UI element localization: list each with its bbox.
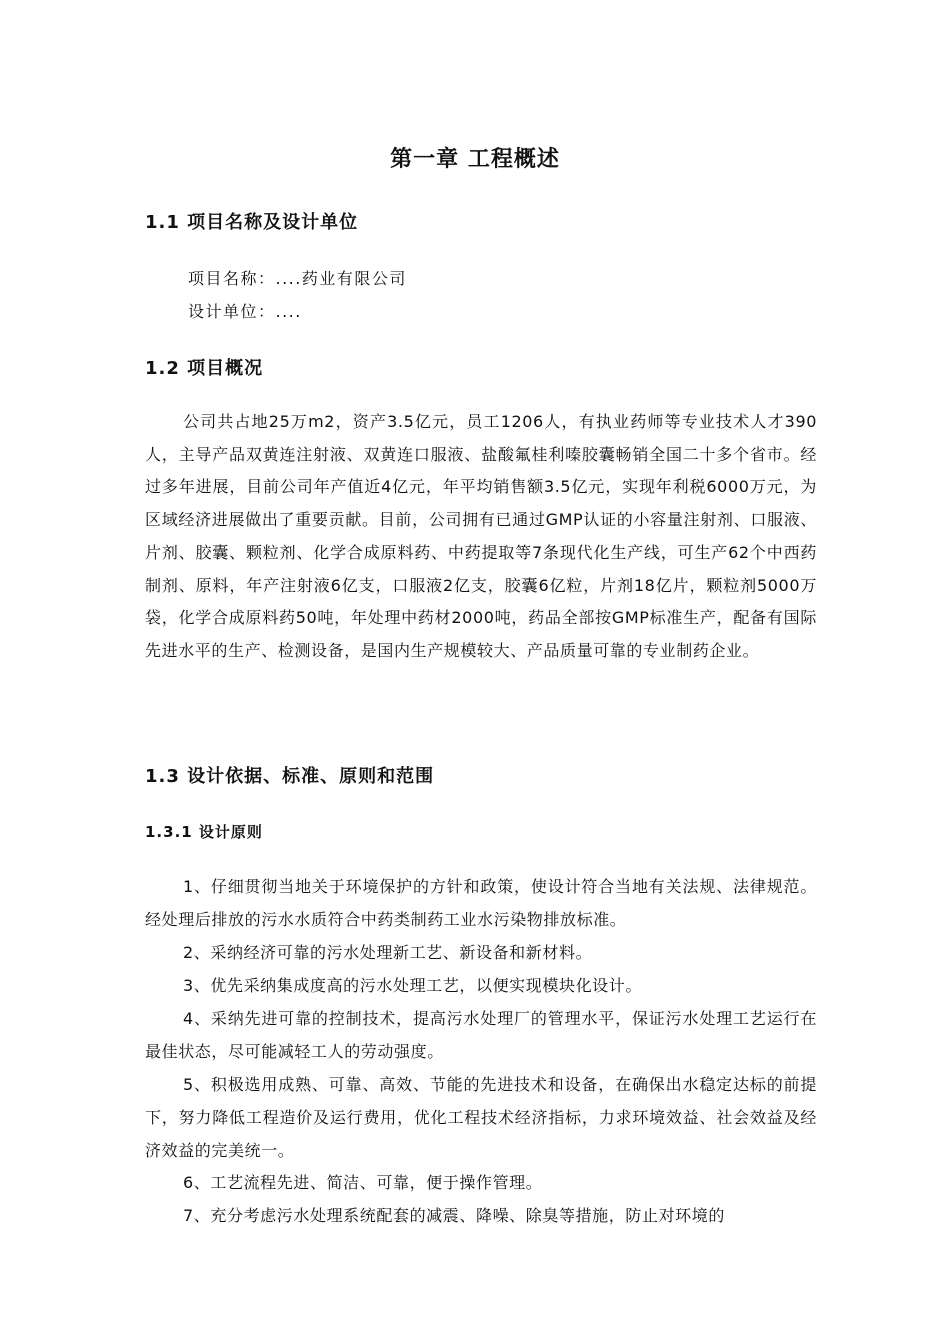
overview-paragraph: 公司共占地25万m2，资产3.5亿元，员工1206人，有执业药师等专业技术人才390人，主导产品双黄连注射液、双黄连口服液、盐酸氟桂利嗪胶囊畅销全国二十多个省市。经过多年进展，目前公司年产值近4亿元，年平均销售额3.5亿元，实现年利税6000万元，为区域经济进展做出了重要贡献。目前，公司拥有已通过GMP认证的小容量注射剂、口服液、片剂、胶囊、颗粒剂、化学合成原料药、中药提取等7条现代化生产线，可生产62个中西药制剂、原料，年产注射液6亿支，口服液2亿支，胶囊6亿粒，片剂18亿片，颗粒剂5000万袋，化学合成原料药50吨，年处理中药材2000吨，药品全部按GMP标准生产，配备有国际先进水平的生产、检测设备，是国内生产规模较大、产品质量可靠的专业制药企业。 <box>145 412 817 660</box>
section-heading-1-2: 1.2 项目概况 <box>145 358 264 379</box>
principle-item: 1、仔细贯彻当地关于环境保护的方针和政策，使设计符合当地有关法规、法律规范。经处理后排放的污水水质符合中药类制药工业水污染物排放标准。 <box>145 877 817 929</box>
principle-item: 5、积极选用成熟、可靠、高效、节能的先进技术和设备，在确保出水稳定达标的前提下，努力降低工程造价及运行费用，优化工程技术经济指标，力求环境效益、社会效益及经济效益的完美统一。 <box>145 1075 817 1160</box>
principle-item: 2、采纳经济可靠的污水处理新工艺、新设备和新材料。 <box>183 943 593 962</box>
principle-item: 6、工艺流程先进、简洁、可靠，便于操作管理。 <box>183 1173 543 1192</box>
principle-item: 3、优先采纳集成度高的污水处理工艺，以便实现模块化设计。 <box>183 976 642 995</box>
principle-item: 7、充分考虑污水处理系统配套的减震、降噪、除臭等措施，防止对环境的 <box>183 1206 725 1225</box>
chapter-title: 第一章 工程概述 <box>390 147 560 172</box>
section-heading-1-1: 1.1 项目名称及设计单位 <box>145 212 359 233</box>
principle-item: 4、采纳先进可靠的控制技术，提高污水处理厂的管理水平，保证污水处理工艺运行在最佳状态，尽可能减轻工人的劳动强度。 <box>145 1009 817 1061</box>
section-heading-1-3: 1.3 设计依据、标准、原则和范围 <box>145 766 435 787</box>
design-unit-line: 设计单位：.... <box>188 302 302 321</box>
subsection-heading-1-3-1: 1.3.1 设计原则 <box>145 823 263 841</box>
project-name-line: 项目名称：....药业有限公司 <box>188 269 407 288</box>
